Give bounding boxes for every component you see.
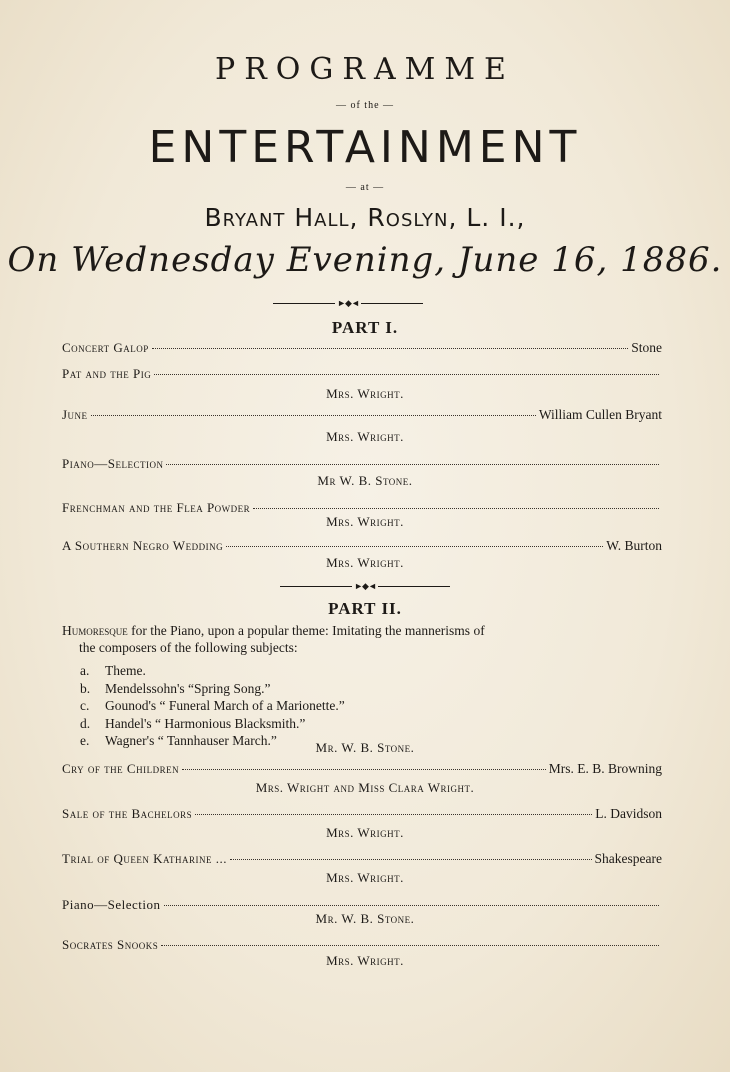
list-letter: c. [80,698,90,713]
programme-item [62,366,662,386]
item-performer: Mrs. Wright and Miss Clara Wright. [255,780,475,795]
item-performer: Mr. W. B. Stone. [315,740,415,755]
list-text: Handel's “ Harmonious Blacksmith.” [105,715,306,731]
leader-dots [182,769,546,770]
leader-dots [230,859,592,860]
item-author: Mrs. E. B. Browning [548,761,662,776]
programme-item [62,340,662,360]
item-title: Piano—Selection [62,897,161,912]
leader-dots [154,374,659,375]
item-title: Frenchman and the Flea Powder [62,500,251,515]
item-performer: Mrs. Wright. [326,386,404,401]
item-performer: Mrs. Wright. [326,825,404,840]
item-title: Concert Galop [62,340,149,355]
event-date: On Wednesday Evening, June 16, 1886. [7,240,723,280]
leader-dots [195,814,592,815]
item-author: L. Davidson [595,806,662,821]
ornament-divider: ►◆◄ [273,296,423,310]
item-performer: Mrs. Wright. [326,870,404,885]
list-letter: a. [80,663,90,678]
programme-item [62,851,662,871]
part-2-heading: PART II. [328,599,402,618]
list-item [80,680,345,698]
event-title: ENTERTAINMENT [148,122,582,173]
item-title: Sale of the Bachelors [62,806,193,821]
leader-dots [164,905,660,906]
item-title: June [62,407,88,422]
item-performer: Mrs. Wright. [326,429,404,444]
programme-item [62,806,662,826]
leader-dots [166,464,659,465]
item-title: Cry of the Children [62,761,180,776]
item-performer: Mrs. Wright. [326,514,404,529]
subject-list [80,662,345,750]
list-letter: e. [80,733,90,748]
leader-dots [152,348,628,349]
programme-item [62,761,662,781]
humoresque-text: for the Piano, upon a popular theme: Imitating the mannerisms of [127,623,485,638]
leader-dots [161,945,659,946]
item-author: William Cullen Bryant [538,407,662,422]
item-author: Shakespeare [594,851,662,866]
humoresque-description [62,622,672,656]
leader-dots [91,415,536,416]
item-title: Trial of Queen Katharine ... [62,851,227,866]
of-the-label: — of the — [335,100,395,111]
list-text: Theme. [105,663,146,678]
item-title: Socrates Snooks [62,937,159,952]
at-label: — at — [345,182,385,193]
list-text: Wagner's “ Tannhauser March.” [105,733,277,748]
list-letter: d. [80,715,91,731]
venue: Bryant Hall, Roslyn, L. I., [204,203,526,232]
programme-title: PROGRAMME [215,52,515,87]
list-item [80,697,345,715]
humoresque-line2: the composers of the following subjects: [79,640,298,655]
list-text: Gounod's “ Funeral March of a Marionette.” [105,698,345,713]
item-author: W. Burton [606,538,662,553]
ornament-divider: ►◆◄ [280,579,450,593]
list-item [80,715,345,733]
item-title: Pat and the Pig [62,366,152,381]
list-letter: b. [80,680,91,696]
item-performer: Mr. W. B. Stone. [315,911,415,926]
item-title: A Southern Negro Wedding [62,538,224,553]
list-item [80,662,345,680]
programme-item [62,407,662,427]
leader-dots [253,508,659,509]
item-performer: Mrs. Wright. [326,555,404,570]
item-performer: Mr W. B. Stone. [317,473,413,488]
item-performer: Mrs. Wright. [326,953,404,968]
item-author: Stone [631,340,662,355]
item-title: Piano—Selection [62,456,164,471]
part-1-heading: PART I. [331,318,399,337]
list-text: Mendelssohn's “Spring Song.” [105,680,271,696]
humoresque-lead: Humoresque [62,623,128,638]
leader-dots [226,546,603,547]
